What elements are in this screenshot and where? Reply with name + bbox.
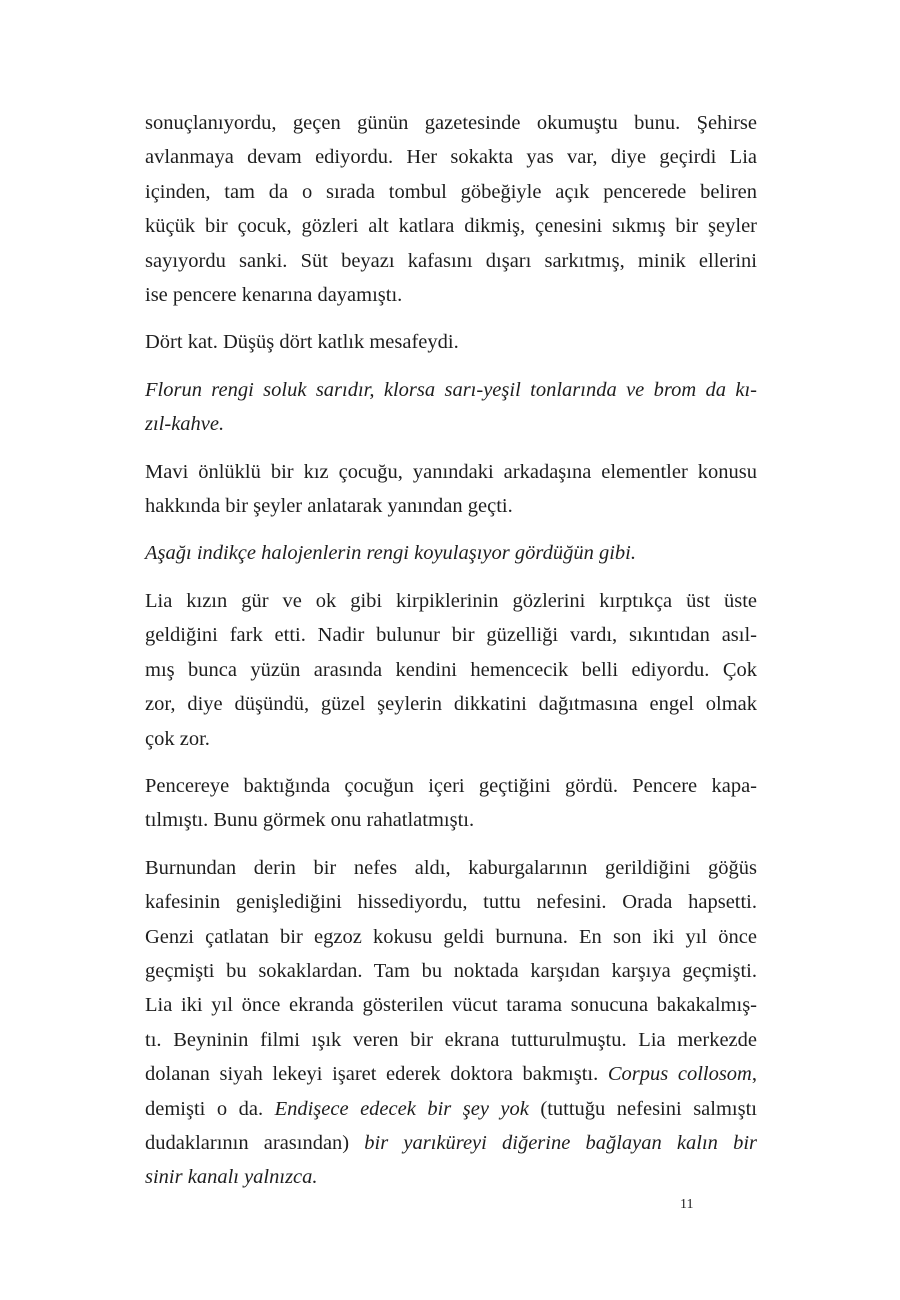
italic-text-run: Florun rengi soluk sarıdır, klorsa sarı-yeşil tonlarında ve brom da kı- bbox=[145, 378, 757, 401]
text-line bbox=[145, 1092, 757, 1126]
text-run: çok zor. bbox=[145, 727, 210, 750]
text-line bbox=[145, 653, 757, 687]
text-run: Mavi önlüklü bir kız çocuğu, yanındaki arkadaşına elementler konusu bbox=[145, 460, 757, 483]
text-run: avlanmaya devam ediyordu. Her sokakta yas var, diye geçirdi Lia bbox=[145, 146, 757, 169]
text-run: dudaklarının arasından) bbox=[145, 1131, 365, 1154]
text-run: ise pencere kenarına dayamıştı. bbox=[145, 284, 403, 307]
text-run: içinden, tam da o sırada tombul göbeğiyle açık pencerede beliren bbox=[145, 180, 757, 203]
text-run: mış bunca yüzün arasında kendini hemencecik belli ediyordu. Çok bbox=[145, 658, 757, 681]
text-run: Dört kat. Düşüş dört katlık mesafeydi. bbox=[145, 331, 459, 354]
paragraph bbox=[145, 769, 757, 838]
text-run: hakkında bir şeyler anlatarak yanından geçti. bbox=[145, 495, 513, 518]
text-line bbox=[145, 885, 757, 919]
page-body bbox=[145, 106, 757, 1208]
text-line bbox=[145, 106, 757, 140]
text-line bbox=[145, 920, 757, 954]
italic-text-run: sinir kanalı yalnızca. bbox=[145, 1166, 318, 1189]
text-run: Lia iki yıl önce ekranda gösterilen vücut tarama sonucuna bakakalmış- bbox=[145, 994, 757, 1017]
text-run: (tuttuğu nefesini salmıştı bbox=[528, 1097, 757, 1120]
paragraph bbox=[145, 584, 757, 756]
text-run: sonuçlanıyordu, geçen günün gazetesinde okumuştu bunu. Şehirse bbox=[145, 112, 757, 134]
text-line bbox=[145, 489, 757, 523]
italic-text-run: zıl-kahve. bbox=[145, 413, 225, 436]
text-line bbox=[145, 1057, 757, 1091]
text-line bbox=[145, 584, 757, 618]
text-run: zor, diye düşündü, güzel şeylerin dikkatini dağıtmasına engel olmak bbox=[145, 693, 757, 716]
text-line bbox=[145, 325, 757, 359]
paragraph bbox=[145, 851, 757, 1195]
text-run: , bbox=[751, 1063, 757, 1086]
text-run: Genzi çatlatan bir egzoz kokusu geldi burnuna. En son iki yıl önce bbox=[145, 925, 757, 948]
text-run: dolanan siyah lekeyi işaret ederek doktora bakmıştı. bbox=[145, 1063, 608, 1086]
text-run: tı. Beyninin filmi ışık veren bir ekrana tutturulmuştu. Lia merkezde bbox=[145, 1028, 757, 1051]
text-run: sayıyordu sanki. Süt beyazı kafasını dışarı sarkıtmış, minik ellerini bbox=[145, 249, 757, 272]
italic-text-run: Endişece edecek bir şey yok bbox=[274, 1097, 529, 1120]
text-run: Lia kızın gür ve ok gibi kirpiklerinin gözlerini kırptıkça üst üste bbox=[145, 589, 757, 612]
text-line bbox=[145, 244, 757, 278]
text-line bbox=[145, 803, 757, 837]
text-line bbox=[145, 851, 757, 885]
text-run: geçmişti bu sokaklardan. Tam bu noktada karşıdan karşıya geçmişti. bbox=[145, 959, 757, 982]
text-line bbox=[145, 618, 757, 652]
text-line bbox=[145, 140, 757, 174]
italic-text-run: bir yarıküreyi diğerine bağlayan kalın bir bbox=[364, 1131, 757, 1154]
italic-text-run: Corpus collosom bbox=[607, 1063, 752, 1086]
paragraph-italic bbox=[145, 536, 757, 570]
text-line bbox=[145, 455, 757, 489]
text-line bbox=[145, 687, 757, 721]
paragraph bbox=[145, 106, 757, 312]
text-line bbox=[145, 209, 757, 243]
text-line bbox=[145, 407, 757, 441]
text-line bbox=[145, 278, 757, 312]
text-run: Pencereye baktığında çocuğun içeri geçtiğini gördü. Pencere kapa- bbox=[145, 774, 757, 797]
text-run: Burnundan derin bir nefes aldı, kaburgalarının gerildiğini göğüs bbox=[145, 856, 757, 879]
text-line bbox=[145, 373, 757, 407]
text-line bbox=[145, 536, 757, 570]
text-run: küçük bir çocuk, gözleri alt katlara dikmiş, çenesini sıkmış bir şeyler bbox=[145, 215, 757, 238]
text-line bbox=[145, 988, 757, 1022]
text-line bbox=[145, 1126, 757, 1160]
text-run: tılmıştı. Bunu görmek onu rahatlatmıştı. bbox=[145, 809, 475, 832]
text-line bbox=[145, 175, 757, 209]
text-line bbox=[145, 722, 757, 756]
page-number: 11 bbox=[680, 1197, 694, 1212]
text-line bbox=[145, 769, 757, 803]
text-line bbox=[145, 1160, 757, 1194]
italic-text-run: Aşağı indikçe halojenlerin rengi koyulaşıyor gördüğün gibi. bbox=[145, 542, 636, 565]
paragraph bbox=[145, 455, 757, 524]
text-run: demişti o da. bbox=[145, 1097, 275, 1120]
paragraph-italic bbox=[145, 373, 757, 442]
text-run: geldiğini fark etti. Nadir bulunur bir güzelliği vardı, sıkıntıdan asıl- bbox=[145, 624, 757, 647]
text-line bbox=[145, 1023, 757, 1057]
text-run: kafesinin genişlediğini hissediyordu, tuttu nefesini. Orada hapsetti. bbox=[145, 891, 757, 914]
paragraph bbox=[145, 325, 757, 359]
text-line bbox=[145, 954, 757, 988]
